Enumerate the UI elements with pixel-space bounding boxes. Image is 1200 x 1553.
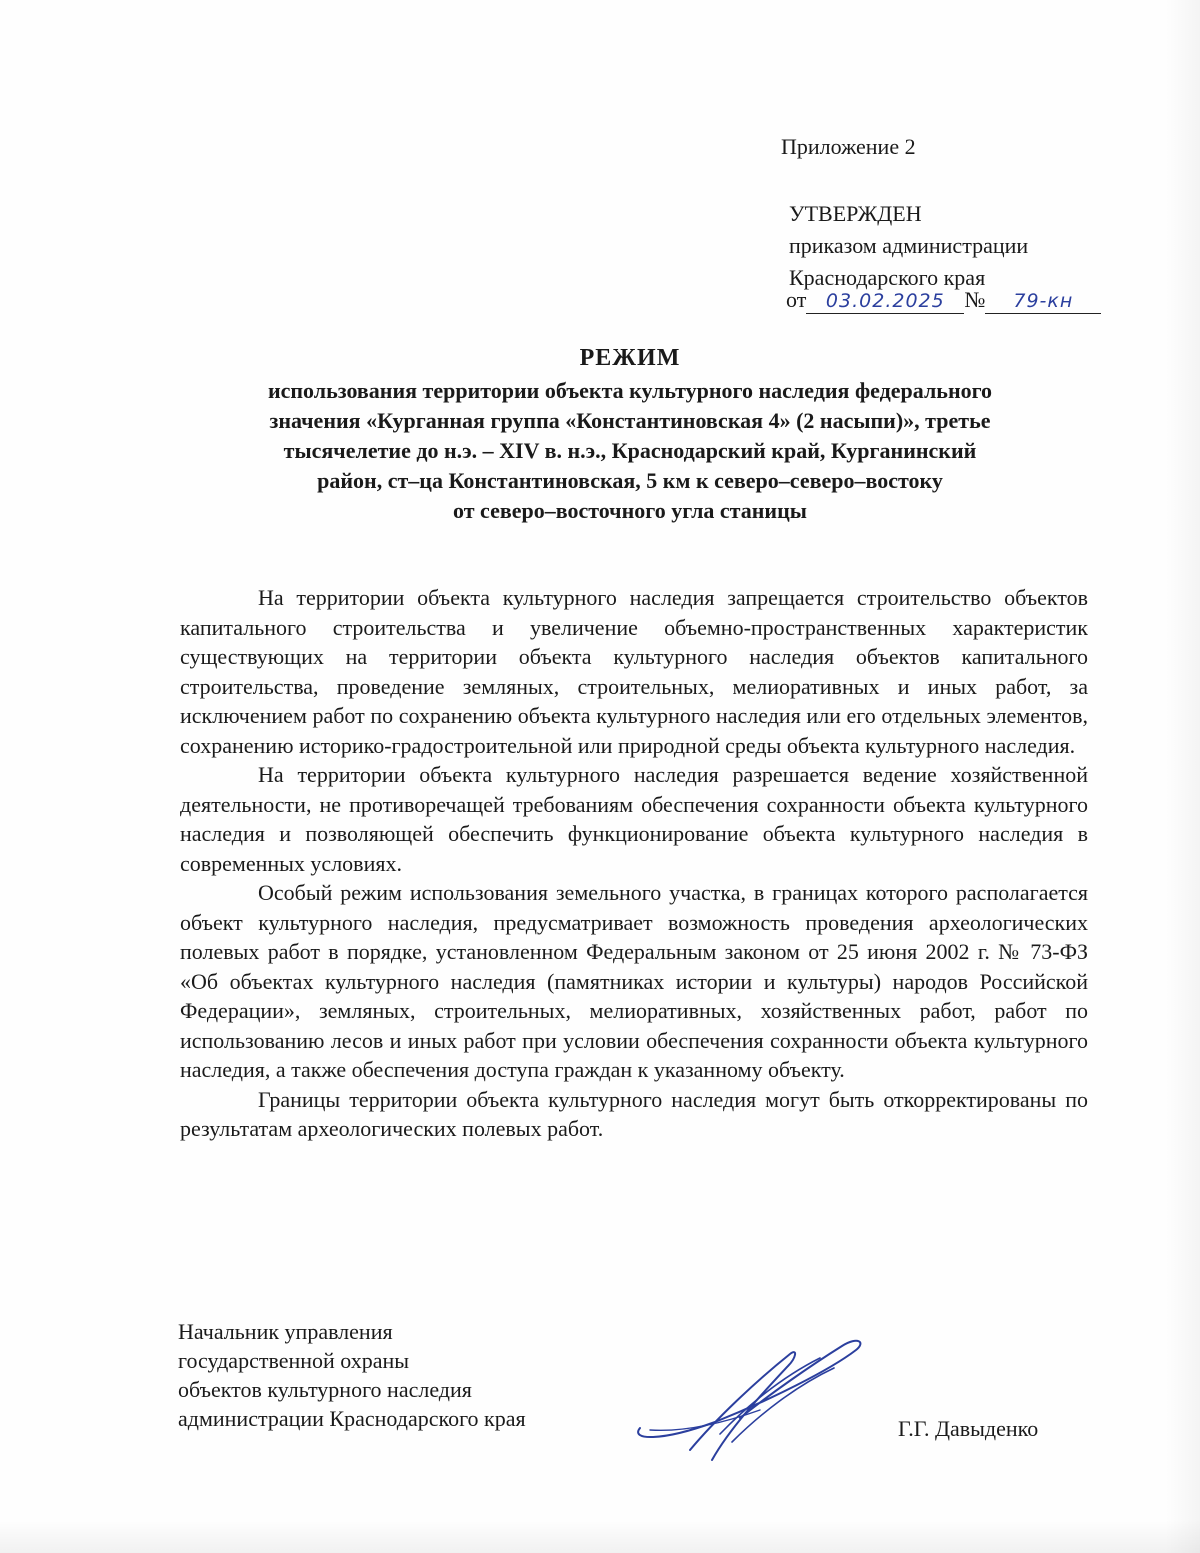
signatory-position bbox=[178, 1317, 526, 1433]
scan-bottom-shadow bbox=[0, 1520, 1200, 1553]
approval-by-line1: приказом администрации bbox=[789, 233, 1029, 258]
title-line-1: использования территории объекта культурного наследия федерального bbox=[267, 378, 993, 403]
paragraph-prohibitions: На территории объекта культурного наследия запрещается строительство объектов капитального строительства и увеличение объемно-пространственных характеристик существующих на территории объекта культурного наследия объектов капитального строительства, проведение земляных, строительных, мелиоративных и иных работ, за исключением работ по сохранению объекта культурного наследия или его отдельных элементов, сохранению историко-градостроительной или природной среды объекта культурного наследия. bbox=[180, 585, 1088, 758]
scan-edge-shadow bbox=[1165, 0, 1200, 1553]
paragraph-boundaries: Границы территории объекта культурного наследия могут быть откорректированы по результатам археологических полевых работ. bbox=[180, 1086, 1088, 1141]
title-main: РЕЖИМ bbox=[579, 345, 681, 371]
handwritten-date: 03.02.2025 bbox=[825, 290, 945, 312]
position-line-1: Начальник управления bbox=[178, 1319, 393, 1344]
number-field bbox=[985, 288, 1101, 314]
date-field bbox=[806, 288, 964, 314]
number-prefix: № bbox=[964, 287, 986, 312]
approval-block bbox=[789, 198, 1028, 294]
approval-heading: УТВЕРЖДЕН bbox=[789, 201, 922, 226]
position-line-3: объектов культурного наследия bbox=[178, 1377, 472, 1402]
title-line-4: район, ст–ца Константиновская, 5 км к северо–северо–востоку bbox=[317, 468, 943, 493]
document-body bbox=[180, 583, 1088, 1144]
signatory-name: Г.Г. Давыденко bbox=[898, 1416, 1039, 1441]
handwritten-number: 79-кн bbox=[1013, 290, 1074, 312]
paragraph-permitted-activity: На территории объекта культурного наследия разрешается ведение хозяйственной деятельности, не противоречащей требованиям обеспечения сохранности объекта культурного наследия и позволяющей обеспечить функционирование объекта культурного наследия в современных условиях. bbox=[180, 762, 1088, 876]
title-line-5: от северо–восточного угла станицы bbox=[453, 498, 807, 523]
position-line-4: администрации Краснодарского края bbox=[178, 1406, 526, 1431]
attachment-label: Приложение 2 bbox=[781, 134, 916, 159]
order-date-number bbox=[786, 287, 1101, 314]
position-line-2: государственной охраны bbox=[178, 1348, 410, 1373]
title-line-2: значения «Курганная группа «Константиновская 4» (2 насыпи)», третье bbox=[269, 408, 991, 433]
date-prefix: от bbox=[786, 287, 807, 312]
paragraph-special-regime: Особый режим использования земельного участка, в границах которого располагается объект культурного наследия, предусматривает возможность проведения археологических полевых работ в порядке, установленном Федеральным законом от 25 июня 2002 г. № 73-ФЗ «Об объектах культурного наследия (памятниках истории и культуры) народов Российской Федерации», земляных, строительных, мелиоративных, хозяйственных работ, работ по использованию лесов и иных работ при условии обеспечения сохранности объекта культурного наследия, а также обеспечения доступа граждан к указанному объекту. bbox=[180, 880, 1088, 1082]
title-line-3: тысячелетие до н.э. – XIV в. н.э., Краснодарский край, Курганинский bbox=[283, 438, 977, 463]
handwritten-signature bbox=[620, 1330, 870, 1470]
document-title bbox=[180, 345, 1080, 526]
approval-by-line2: Краснодарского края bbox=[789, 265, 986, 290]
